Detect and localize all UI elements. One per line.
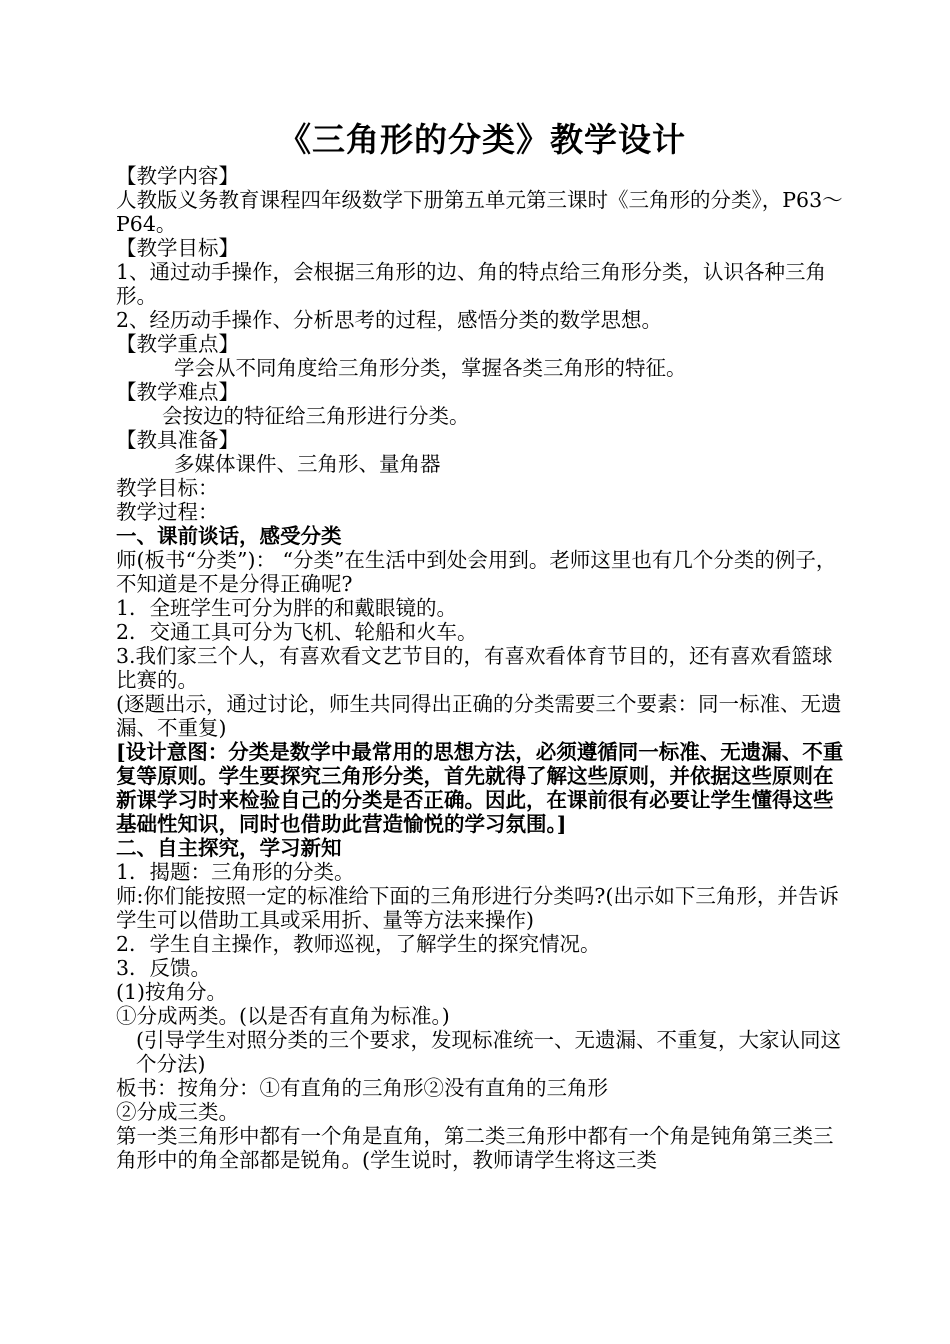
section-2-item-3: 3．反馈。 xyxy=(116,956,212,980)
design-intent: [设计意图：分类是数学中最常用的思想方法，必须遵循同一标准、无遗漏、不重复等原则。学生要探究三角形分类，首先就得了解这些原则，并依据这些原则在新课学习时来检验自己的分类是否正确。因此，在课前很有必要让学生懂得这些基础性知识，同时也借助此营造愉悦的学习氛围。] xyxy=(116,740,844,836)
section-2-item-2: 2．学生自主操作，教师巡视，了解学生的探究情况。 xyxy=(116,932,601,956)
section-1-heading: 一、课前谈话，感受分类 xyxy=(116,524,342,548)
section-2-heading: 二、自主探究，学习新知 xyxy=(116,836,342,860)
tools-text: 多媒体课件、三角形、量角器 xyxy=(174,452,441,476)
goal-heading: 【教学目标】 xyxy=(116,236,239,260)
difficulty-text: 会按边的特征给三角形进行分类。 xyxy=(162,404,470,428)
difficulty-heading: 【教学难点】 xyxy=(116,380,239,404)
key-point-heading: 【教学重点】 xyxy=(116,332,239,356)
content-text: 人教版义务教育课程四年级数学下册第五单元第三课时《三角形的分类》，P63～P64。 xyxy=(116,188,843,236)
section-2-circle-1: ①分成两类。(以是否有直角为标准。) xyxy=(116,1004,450,1028)
tools-heading: 【教具准备】 xyxy=(116,428,239,452)
section-2-item-1: 1．揭题：三角形的分类。 xyxy=(116,860,355,884)
section-2-question: 师:你们能按照一定的标准给下面的三角形进行分类吗?(出示如下三角形，并告诉学生可以借助工具或采用折、量等方法来操作) xyxy=(116,884,839,932)
teaching-goal-label: 教学目标： xyxy=(116,476,219,500)
section-2-guide: (引导学生对照分类的三个要求，发现标准统一、无遗漏、不重复，大家认同这个分法) xyxy=(136,1028,841,1076)
section-2-sub-1: (1)按角分。 xyxy=(116,980,228,1004)
key-point-text: 学会从不同角度给三角形分类，掌握各类三角形的特征。 xyxy=(174,356,687,380)
section-1-item-3: 3.我们家三个人，有喜欢看文艺节目的，有喜欢看体育节目的，还有喜欢看篮球比赛的。 xyxy=(116,644,833,692)
section-2-circle-2: ②分成三类。 xyxy=(116,1100,239,1124)
section-1-note: (逐题出示，通过讨论，师生共同得出正确的分类需要三个要素：同一标准、无遗漏、不重复) xyxy=(116,692,842,740)
section-2-last: 第一类三角形中都有一个角是直角，第二类三角形中都有一个角是钝角第三类三角形中的角全部都是锐角。(学生说时，教师请学生将这三类 xyxy=(116,1124,834,1172)
section-1-intro: 师(板书“分类”)： “分类”在生活中到处会用到。老师这里也有几个分类的例子，不知道是不是分得正确呢? xyxy=(116,548,837,596)
section-1-item-2: 2．交通工具可分为飞机、轮船和火车。 xyxy=(116,620,478,644)
goal-item-2: 2、经历动手操作、分析思考的过程，感悟分类的数学思想。 xyxy=(116,308,663,332)
process-label: 教学过程： xyxy=(116,500,219,524)
content-heading: 【教学内容】 xyxy=(116,164,239,188)
section-2-board: 板书：按角分：①有直角的三角形②没有直角的三角形 xyxy=(116,1076,608,1100)
goal-item-1: 1、通过动手操作，会根据三角形的边、角的特点给三角形分类，认识各种三角形。 xyxy=(116,260,827,308)
document-title: 《三角形的分类》教学设计 xyxy=(278,120,686,159)
document-page xyxy=(116,118,848,1172)
section-1-item-1: 1．全班学生可分为胖的和戴眼镜的。 xyxy=(116,596,458,620)
